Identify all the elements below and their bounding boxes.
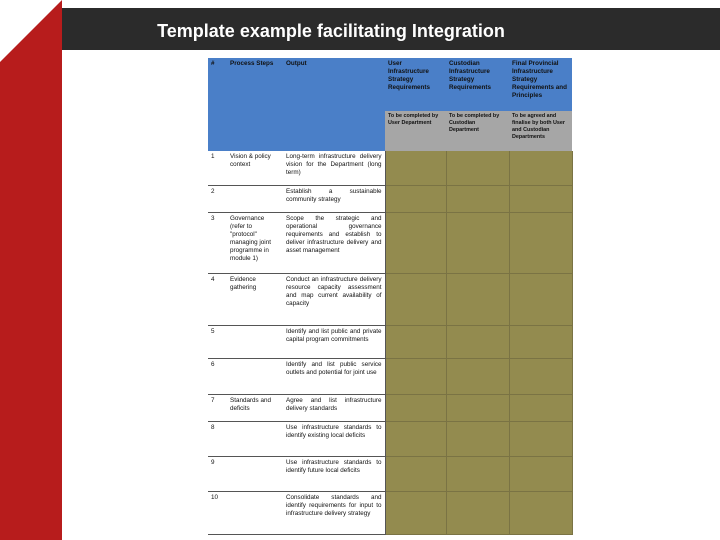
instruction-custodian: To be completed by Custodian Department <box>446 111 509 151</box>
header-output: Output <box>283 58 385 111</box>
red-accent-bar <box>0 0 62 540</box>
slide-title: Template example facilitating Integration <box>157 21 505 41</box>
custodian-requirement-cell[interactable] <box>446 325 509 358</box>
table-row <box>208 421 572 456</box>
table-header-row <box>208 58 572 111</box>
custodian-requirement-cell[interactable] <box>446 212 509 273</box>
table-row <box>208 358 572 394</box>
row-output: Identify and list public and private capital program commitments <box>283 325 385 358</box>
final-requirement-cell[interactable] <box>509 358 572 394</box>
row-process-step <box>227 325 283 358</box>
user-requirement-cell[interactable] <box>385 325 446 358</box>
custodian-requirement-cell[interactable] <box>446 358 509 394</box>
user-requirement-cell[interactable] <box>385 151 446 185</box>
row-process-step <box>227 421 283 456</box>
title-bar <box>62 8 720 50</box>
row-process-step: Vision & policy context <box>227 151 283 185</box>
final-requirement-cell[interactable] <box>509 491 572 534</box>
row-output: Establish a sustainable community strategy <box>283 185 385 212</box>
row-output: Scope the strategic and operational governance requirements and establish to deliver infrastructure delivery and asset management <box>283 212 385 273</box>
row-number: 1 <box>208 151 227 185</box>
row-number: 8 <box>208 421 227 456</box>
row-number: 10 <box>208 491 227 534</box>
table-row <box>208 273 572 325</box>
row-number: 2 <box>208 185 227 212</box>
row-number: 5 <box>208 325 227 358</box>
user-requirement-cell[interactable] <box>385 273 446 325</box>
row-process-step <box>227 456 283 491</box>
user-requirement-cell[interactable] <box>385 185 446 212</box>
user-requirement-cell[interactable] <box>385 421 446 456</box>
row-process-step: Governance (refer to "protocol" managing joint programme in module 1) <box>227 212 283 273</box>
custodian-requirement-cell[interactable] <box>446 273 509 325</box>
instruction-blank-cell <box>283 111 385 151</box>
row-process-step: Standards and deficits <box>227 394 283 421</box>
row-process-step <box>227 358 283 394</box>
row-output: Conduct an infrastructure delivery resource capacity assessment and map current availability of capacity <box>283 273 385 325</box>
custodian-requirement-cell[interactable] <box>446 456 509 491</box>
instruction-user: To be completed by User Department <box>385 111 446 151</box>
row-output: Use infrastructure standards to identify future local deficits <box>283 456 385 491</box>
row-process-step <box>227 491 283 534</box>
instruction-final: To be agreed and finalise by both User and Custodian Departments <box>509 111 572 151</box>
row-number: 3 <box>208 212 227 273</box>
row-number: 6 <box>208 358 227 394</box>
table-row <box>208 491 572 534</box>
row-number: 4 <box>208 273 227 325</box>
header-final-requirements: Final Provincial Infrastructure Strategy Requirements and Principles <box>509 58 572 111</box>
instruction-blank-cell <box>227 111 283 151</box>
custodian-requirement-cell[interactable] <box>446 394 509 421</box>
header-user-requirements: User Infrastructure Strategy Requirements <box>385 58 446 111</box>
custodian-requirement-cell[interactable] <box>446 185 509 212</box>
final-requirement-cell[interactable] <box>509 273 572 325</box>
row-output: Long-term infrastructure delivery vision for the Department (long term) <box>283 151 385 185</box>
final-requirement-cell[interactable] <box>509 421 572 456</box>
header-custodian-requirements: Custodian Infrastructure Strategy Requirements <box>446 58 509 111</box>
row-number: 7 <box>208 394 227 421</box>
table-row <box>208 212 572 273</box>
custodian-requirement-cell[interactable] <box>446 151 509 185</box>
row-output: Consolidate standards and identify requirements for input to infrastructure delivery strategy <box>283 491 385 534</box>
final-requirement-cell[interactable] <box>509 212 572 273</box>
header-process-steps: Process Steps <box>227 58 283 111</box>
row-process-step: Evidence gathering <box>227 273 283 325</box>
instruction-blank-cell <box>208 111 227 151</box>
custodian-requirement-cell[interactable] <box>446 421 509 456</box>
row-output: Use infrastructure standards to identify existing local deficits <box>283 421 385 456</box>
user-requirement-cell[interactable] <box>385 491 446 534</box>
final-requirement-cell[interactable] <box>509 456 572 491</box>
user-requirement-cell[interactable] <box>385 358 446 394</box>
header-number: # <box>208 58 227 111</box>
user-requirement-cell[interactable] <box>385 212 446 273</box>
table-row <box>208 394 572 421</box>
final-requirement-cell[interactable] <box>509 185 572 212</box>
final-requirement-cell[interactable] <box>509 151 572 185</box>
table-row <box>208 151 572 185</box>
row-number: 9 <box>208 456 227 491</box>
table-row <box>208 325 572 358</box>
row-output: Agree and list infrastructure delivery standards <box>283 394 385 421</box>
user-requirement-cell[interactable] <box>385 394 446 421</box>
final-requirement-cell[interactable] <box>509 325 572 358</box>
table-row <box>208 456 572 491</box>
row-output: Identify and list public service outlets and potential for joint use <box>283 358 385 394</box>
table-row <box>208 185 572 212</box>
final-requirement-cell[interactable] <box>509 394 572 421</box>
custodian-requirement-cell[interactable] <box>446 491 509 534</box>
user-requirement-cell[interactable] <box>385 456 446 491</box>
integration-template-table <box>208 58 573 535</box>
row-process-step <box>227 185 283 212</box>
instruction-row <box>208 111 572 151</box>
